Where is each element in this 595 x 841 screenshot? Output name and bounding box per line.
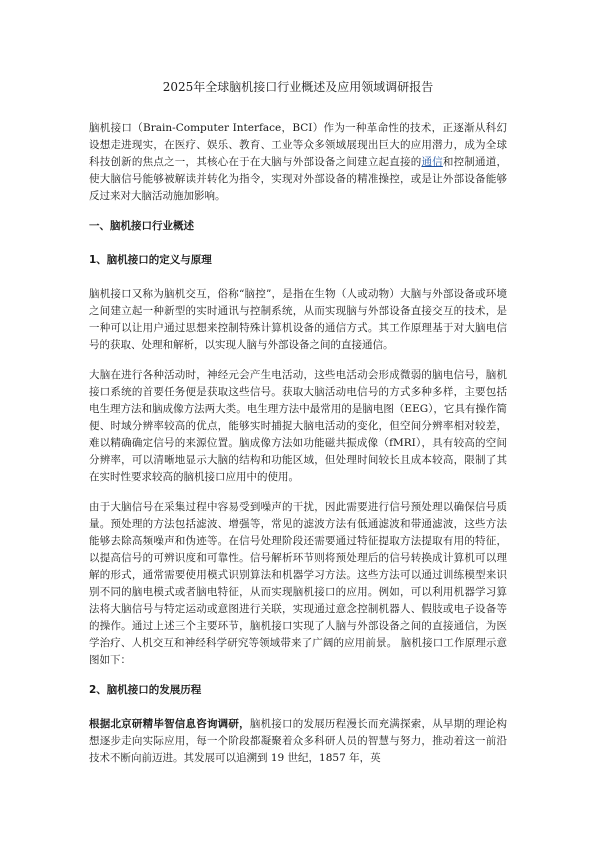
signal-acquisition-paragraph: 大脑在进行各种活动时，神经元会产生电活动，这些电活动会形成微弱的脑电信号，脑机接口系统的首要任务便是获取这些信号。获取大脑活动电信号的方式多种多样，主要包括电生理方法和脑成像方法两大类。电生理方法中最常用的是脑电图（EEG），它具有操作简便、时域分辨率较高的优点，能够实时捕捉大脑电活动的变化，但空间分辨率相对较差，难以精确确定信号的来源位置。脑成像方法如功能磁共振成像（fMRI），具有较高的空间分辨率，可以清晰地显示大脑的结构和功能区域，但处理时间较长且成本较高，限制了其在实时性要求较高的脑机接口应用中的使用。 (89, 369, 507, 483)
section-heading-overview: 一、脑机接口行业概述 (89, 220, 194, 232)
document-title: 2025年全球脑机接口行业概述及应用领域调研报告 (162, 80, 434, 94)
definition-paragraph: 脑机接口又称为脑机交互，俗称“脑控”，是指在生物（人或动物）大脑与外部设备或环境之间建立起一种新型的实时通讯与控制系统，从而实现脑与外部设备直接交互的技术，是一种可以让用户通过思想来控制特殊计算机设备的通信方式。其工作原理基于对大脑电信号的获取、处理和解析，以实现人脑与外部设备之间的直接通信。 (89, 288, 507, 351)
subsection-heading-definition: 1、脑机接口的定义与原理 (89, 254, 212, 266)
communication-link[interactable]: 通信 (421, 156, 443, 168)
source-citation: 根据北京研精毕智信息咨询调研， (89, 718, 250, 730)
intro-text-start: 脑机接口（Brain-Computer Interface，BCI）作为一种革命性的技术，正逐渐从科幻设想走进现实，在医疗、娱乐、教育、工业等众多领域展现出巨大的应用潜力，成为全球科技创新的焦点之一，其核心在于在大脑与外部设备之间建立起直接的 (89, 122, 507, 168)
subsection-heading-history: 2、脑机接口的发展历程 (89, 684, 202, 696)
history-paragraph (89, 716, 507, 767)
history-text: 脑机接口的发展历程漫长而充满探索，从早期的理论构想逐步走向实际应用，每一个阶段都凝聚着众多科研人员的智慧与努力，推动着这一前沿技术不断向前迈进。其发展可以追溯到 19 世纪，1857 年，英 (89, 718, 508, 764)
intro-text-end: 和控制通道，使大脑信号能够被解读并转化为指令，实现对外部设备的精准操控，或是让外部设备能够反过来对大脑活动施加影响。 (89, 156, 508, 202)
intro-paragraph (89, 120, 507, 205)
signal-processing-paragraph: 由于大脑信号在采集过程中容易受到噪声的干扰，因此需要进行信号预处理以确保信号质量。预处理的方法包括滤波、增强等，常见的滤波方法有低通滤波和带通滤波，这些方法能够去除高频噪声和伪迹等。在信号处理阶段还需要通过特征提取方法提取有用的特征，以提高信号的可辨识度和可靠性。信号解析环节则将预处理后的信号转换成计算机可以理解的形式，通常需要使用模式识别算法和机器学习方法。这些方法可以通过训练模型来识别不同的脑电模式或者脑电特征，从而实现脑机接口的应用。例如，可以利用机器学习算法将大脑信号与特定运动或意图进行关联，实现通过意念控制机器人、假肢或电子设备等的操作。通过上述三个主要环节，脑机接口实现了人脑与外部设备之间的直接通信，为医学治疗、人机交互和神经科学研究等领域带来了广阔的应用前景。 脑机接口工作原理示意图如下： (89, 501, 507, 666)
